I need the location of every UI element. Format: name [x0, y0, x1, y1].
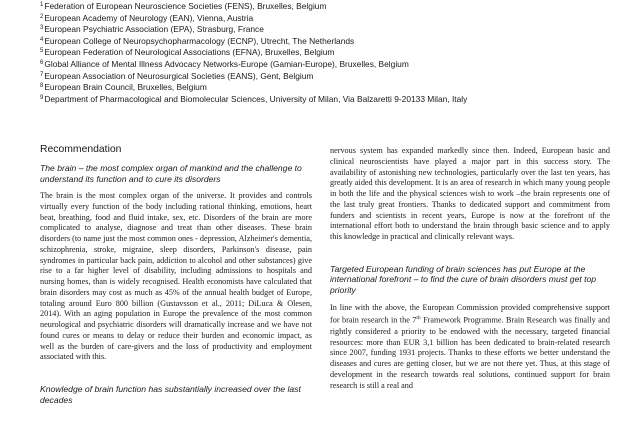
affiliation-item: [40, 46, 630, 58]
paragraph-nervous-system: nervous system has expanded markedly since then. Indeed, European basic and clinical neuroscientists have played a major part in this success story. The availability of astonishing new technologies, particularly over the last ten years, has greatly aided this development. It is an area of research in which many young people in both the life and the physical sciences wish to work –the brain represents one of the last truly great frontiers. Thanks to dedicated support and commitment from funders and scientists in recent years, Europe is now at the forefront of the international effort both to understand the brain through basic science and to apply this knowledge in practical and clinically relevant ways.: [330, 146, 610, 241]
affiliation-item: [40, 70, 630, 82]
affiliations-list: [40, 0, 630, 104]
left-column: [40, 144, 312, 412]
affiliation-text: Global Alliance of Mental Illness Advocacy Networks-Europe (Gamian-Europe), Bruxelles, Belgium: [44, 58, 409, 69]
affiliation-item: [40, 23, 630, 35]
affiliation-text: European Association of Neurosurgical Societies (EANS), Gent, Belgium: [44, 70, 314, 81]
affiliation-number: 7: [40, 71, 44, 78]
paragraph-brain-complex: The brain is the most complex organ of the universe. It provides and controls virtually every function of the body including rational thinking, emotions, heart beat, breathing, food and fluid intake, sex, etc. Disorders of the brain are more complicated to analyse, diagnose and treat than other diseases. These brain disorders (to name just the most common ones - depression, Alzheimer's dementia, schizophrenia, stroke, migraine, sleep disorders, Parkinson's disease, pain syndromes in particular back pain, addiction to alcohol and other substances) give rise to a far higher level of disability, including admissions to hospitals and nursing homes, than is widely recognised. Health economists have calculated that brain disorders may cost as much as 45% of the annual health budget of Europe, totaling around Euro 800 billion (Gustavsson et al., 2011; DiLuca & Olesen, 2014). With an aging population in Europe the prevalence of the most common neurological and psychiatric disorders will dramatically increase and we have not found cures or means to delay or reduce their burden and economic impact, as well as the burden of care-givers and the loss of productivity and employment associated with this.: [40, 191, 312, 362]
subtitle-knowledge-increased: Knowledge of brain function has substantially increased over the last decades: [40, 384, 301, 405]
affiliation-text: Federation of European Neuroscience Societies (FENS), Bruxelles, Belgium: [44, 1, 327, 11]
affiliation-item: [40, 12, 630, 24]
affiliation-number: 3: [40, 25, 44, 32]
subtitle-brain-complex: The brain – the most complex organ of mankind and the challenge to understand its function and to cure its disorders: [40, 163, 302, 184]
subtitle-targeted-funding: Targeted European funding of brain sciences has put Europe at the international forefront – to find the cure of brain disorders must get top priority: [330, 263, 597, 295]
affiliation-number: 9: [40, 94, 44, 101]
affiliation-number: 4: [40, 36, 44, 43]
affiliation-text: European Academy of Neurology (EAN), Vienna, Austria: [44, 12, 254, 23]
affiliation-item: [40, 58, 630, 70]
paragraph-european-commission: In line with the above, the European Commission provided comprehensive support for brain research in the 7th Framework Programme. Brain Research was finally and rightly considered a priority to be endowed with the necessary, targeted financial resources: more than EUR 3,1 billion has been dedicated to brain-related research since 2007, funding 1931 projects. Thanks to these efforts we better understand the diseases and cures are getting closer, but we are not there yet. Thus, at this stage of development in the research towards real solutions, continued support for brain research is still a real and: [330, 302, 610, 390]
affiliation-number: 1: [40, 2, 44, 8]
section-title: Recommendation: [40, 144, 122, 155]
affiliation-item: [40, 93, 630, 105]
affiliation-item: [40, 0, 630, 12]
affiliation-number: 2: [40, 13, 44, 20]
affiliation-number: 6: [40, 59, 44, 66]
affiliation-text: European Psychiatric Association (EPA), Strasburg, France: [44, 24, 264, 35]
affiliation-text: European Federation of Neurological Associations (EFNA), Bruxelles, Belgium: [44, 47, 335, 58]
affiliation-item: [40, 81, 630, 93]
affiliation-text: European Brain Council, Bruxelles, Belgium: [44, 82, 207, 93]
affiliation-number: 5: [40, 48, 44, 55]
affiliation-item: [40, 35, 630, 47]
affiliation-text: Department of Pharmacological and Biomolecular Sciences, University of Milan, Via Balzaretti 9-20133 Milan, Italy: [44, 93, 468, 104]
affiliation-number: 8: [40, 83, 44, 90]
right-column: [330, 146, 610, 391]
affiliation-text: European College of Neuropsychopharmacology (ECNP), Utrecht, The Netherlands: [44, 35, 355, 46]
